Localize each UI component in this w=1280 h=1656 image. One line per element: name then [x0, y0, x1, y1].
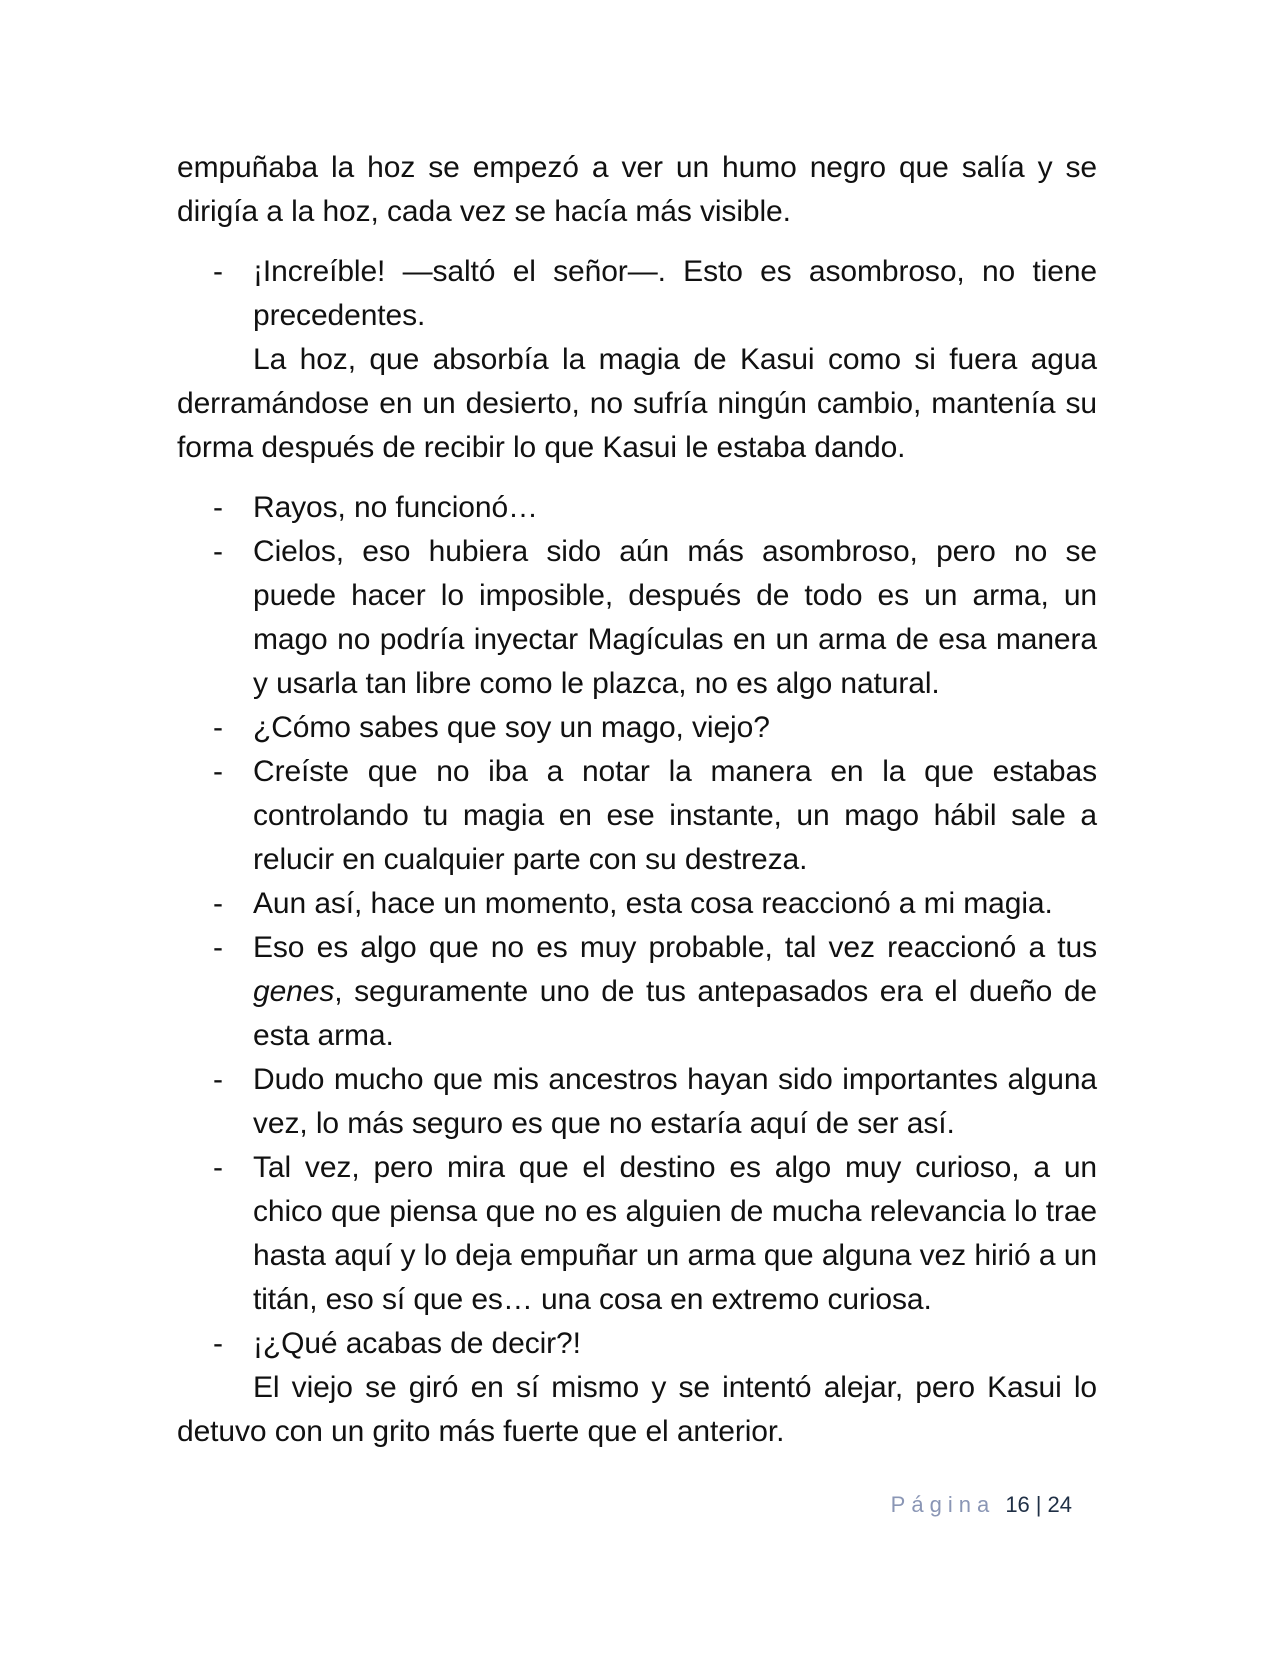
- dialogue-dash: -: [213, 711, 223, 744]
- page-number: 16: [1005, 1492, 1030, 1517]
- paragraph: empuñaba la hoz se empezó a ver un humo negro que salía y se dirigía a la hoz, cada vez se hacía más visible.: [177, 151, 1097, 228]
- dialogue-dash: -: [213, 755, 223, 788]
- dialogue-line: [177, 750, 1097, 882]
- dialogue-text: Dudo mucho que mis ancestros hayan sido importantes alguna vez, lo más seguro es que no estaría aquí de ser así.: [253, 1063, 1097, 1140]
- dialogue-line: [177, 1146, 1097, 1322]
- dialogue-text: ¡¿Qué acabas de decir?!: [253, 1327, 581, 1360]
- dialogue-line: [177, 486, 1097, 530]
- paragraph: La hoz, que absorbía la magia de Kasui como si fuera agua derramándose en un desierto, no sufría ningún cambio, mantenía su forma después de recibir lo que Kasui le estaba dando.: [177, 343, 1097, 464]
- dialogue-dash: -: [213, 1151, 223, 1184]
- page-footer: [0, 1490, 1072, 1520]
- dialogue-line: [177, 530, 1097, 706]
- dialogue-line: [177, 706, 1097, 750]
- dialogue-text-start: Eso es algo que no es muy probable, tal vez reaccionó a tus: [253, 931, 1097, 964]
- dialogue-text-italic: genes: [253, 975, 335, 1008]
- dialogue-text-end: , seguramente uno de tus antepasados era el dueño de esta arma.: [253, 975, 1097, 1052]
- dialogue-dash: -: [213, 535, 223, 568]
- dialogue-line: [177, 1322, 1097, 1366]
- dialogue-dash: -: [213, 1327, 223, 1360]
- dialogue-line: [177, 250, 1097, 338]
- dialogue-line: [177, 882, 1097, 926]
- paragraph: El viejo se giró en sí mismo y se intentó alejar, pero Kasui lo detuvo con un grito más fuerte que el anterior.: [177, 1371, 1097, 1448]
- page-label: Página: [890, 1492, 996, 1517]
- dialogue-dash: -: [213, 887, 223, 920]
- dialogue-line: [177, 1058, 1097, 1146]
- page-total: 24: [1047, 1492, 1072, 1517]
- dialogue-text: Tal vez, pero mira que el destino es algo muy curioso, a un chico que piensa que no es alguien de mucha relevancia lo trae hasta aquí y lo deja empuñar un arma que alguna vez hirió a un titán, eso sí que es… una cosa en extremo curiosa.: [253, 1151, 1097, 1316]
- dialogue-text: Aun así, hace un momento, esta cosa reaccionó a mi magia.: [253, 887, 1053, 920]
- dialogue-line: [177, 926, 1097, 1058]
- dialogue-dash: -: [213, 1063, 223, 1096]
- dialogue-dash: -: [213, 255, 223, 288]
- dialogue-text: Creíste que no iba a notar la manera en la que estabas controlando tu magia en ese instante, un mago hábil sale a relucir en cualquier parte con su destreza.: [253, 755, 1097, 876]
- dialogue-dash: -: [213, 491, 223, 524]
- dialogue-text: ¿Cómo sabes que soy un mago, viejo?: [253, 711, 770, 744]
- dialogue-dash: -: [213, 931, 223, 964]
- page-body: [177, 146, 1097, 1454]
- dialogue-text: Cielos, eso hubiera sido aún más asombroso, pero no se puede hacer lo imposible, después de todo es un arma, un mago no podría inyectar Magículas en un arma de esa manera y usarla tan libre como le plazca, no es algo natural.: [253, 535, 1097, 700]
- page-separator: |: [1035, 1492, 1042, 1517]
- dialogue-text: ¡Increíble! —saltó el señor—. Esto es asombroso, no tiene precedentes.: [253, 255, 1097, 332]
- dialogue-text: Rayos, no funcionó…: [253, 491, 538, 524]
